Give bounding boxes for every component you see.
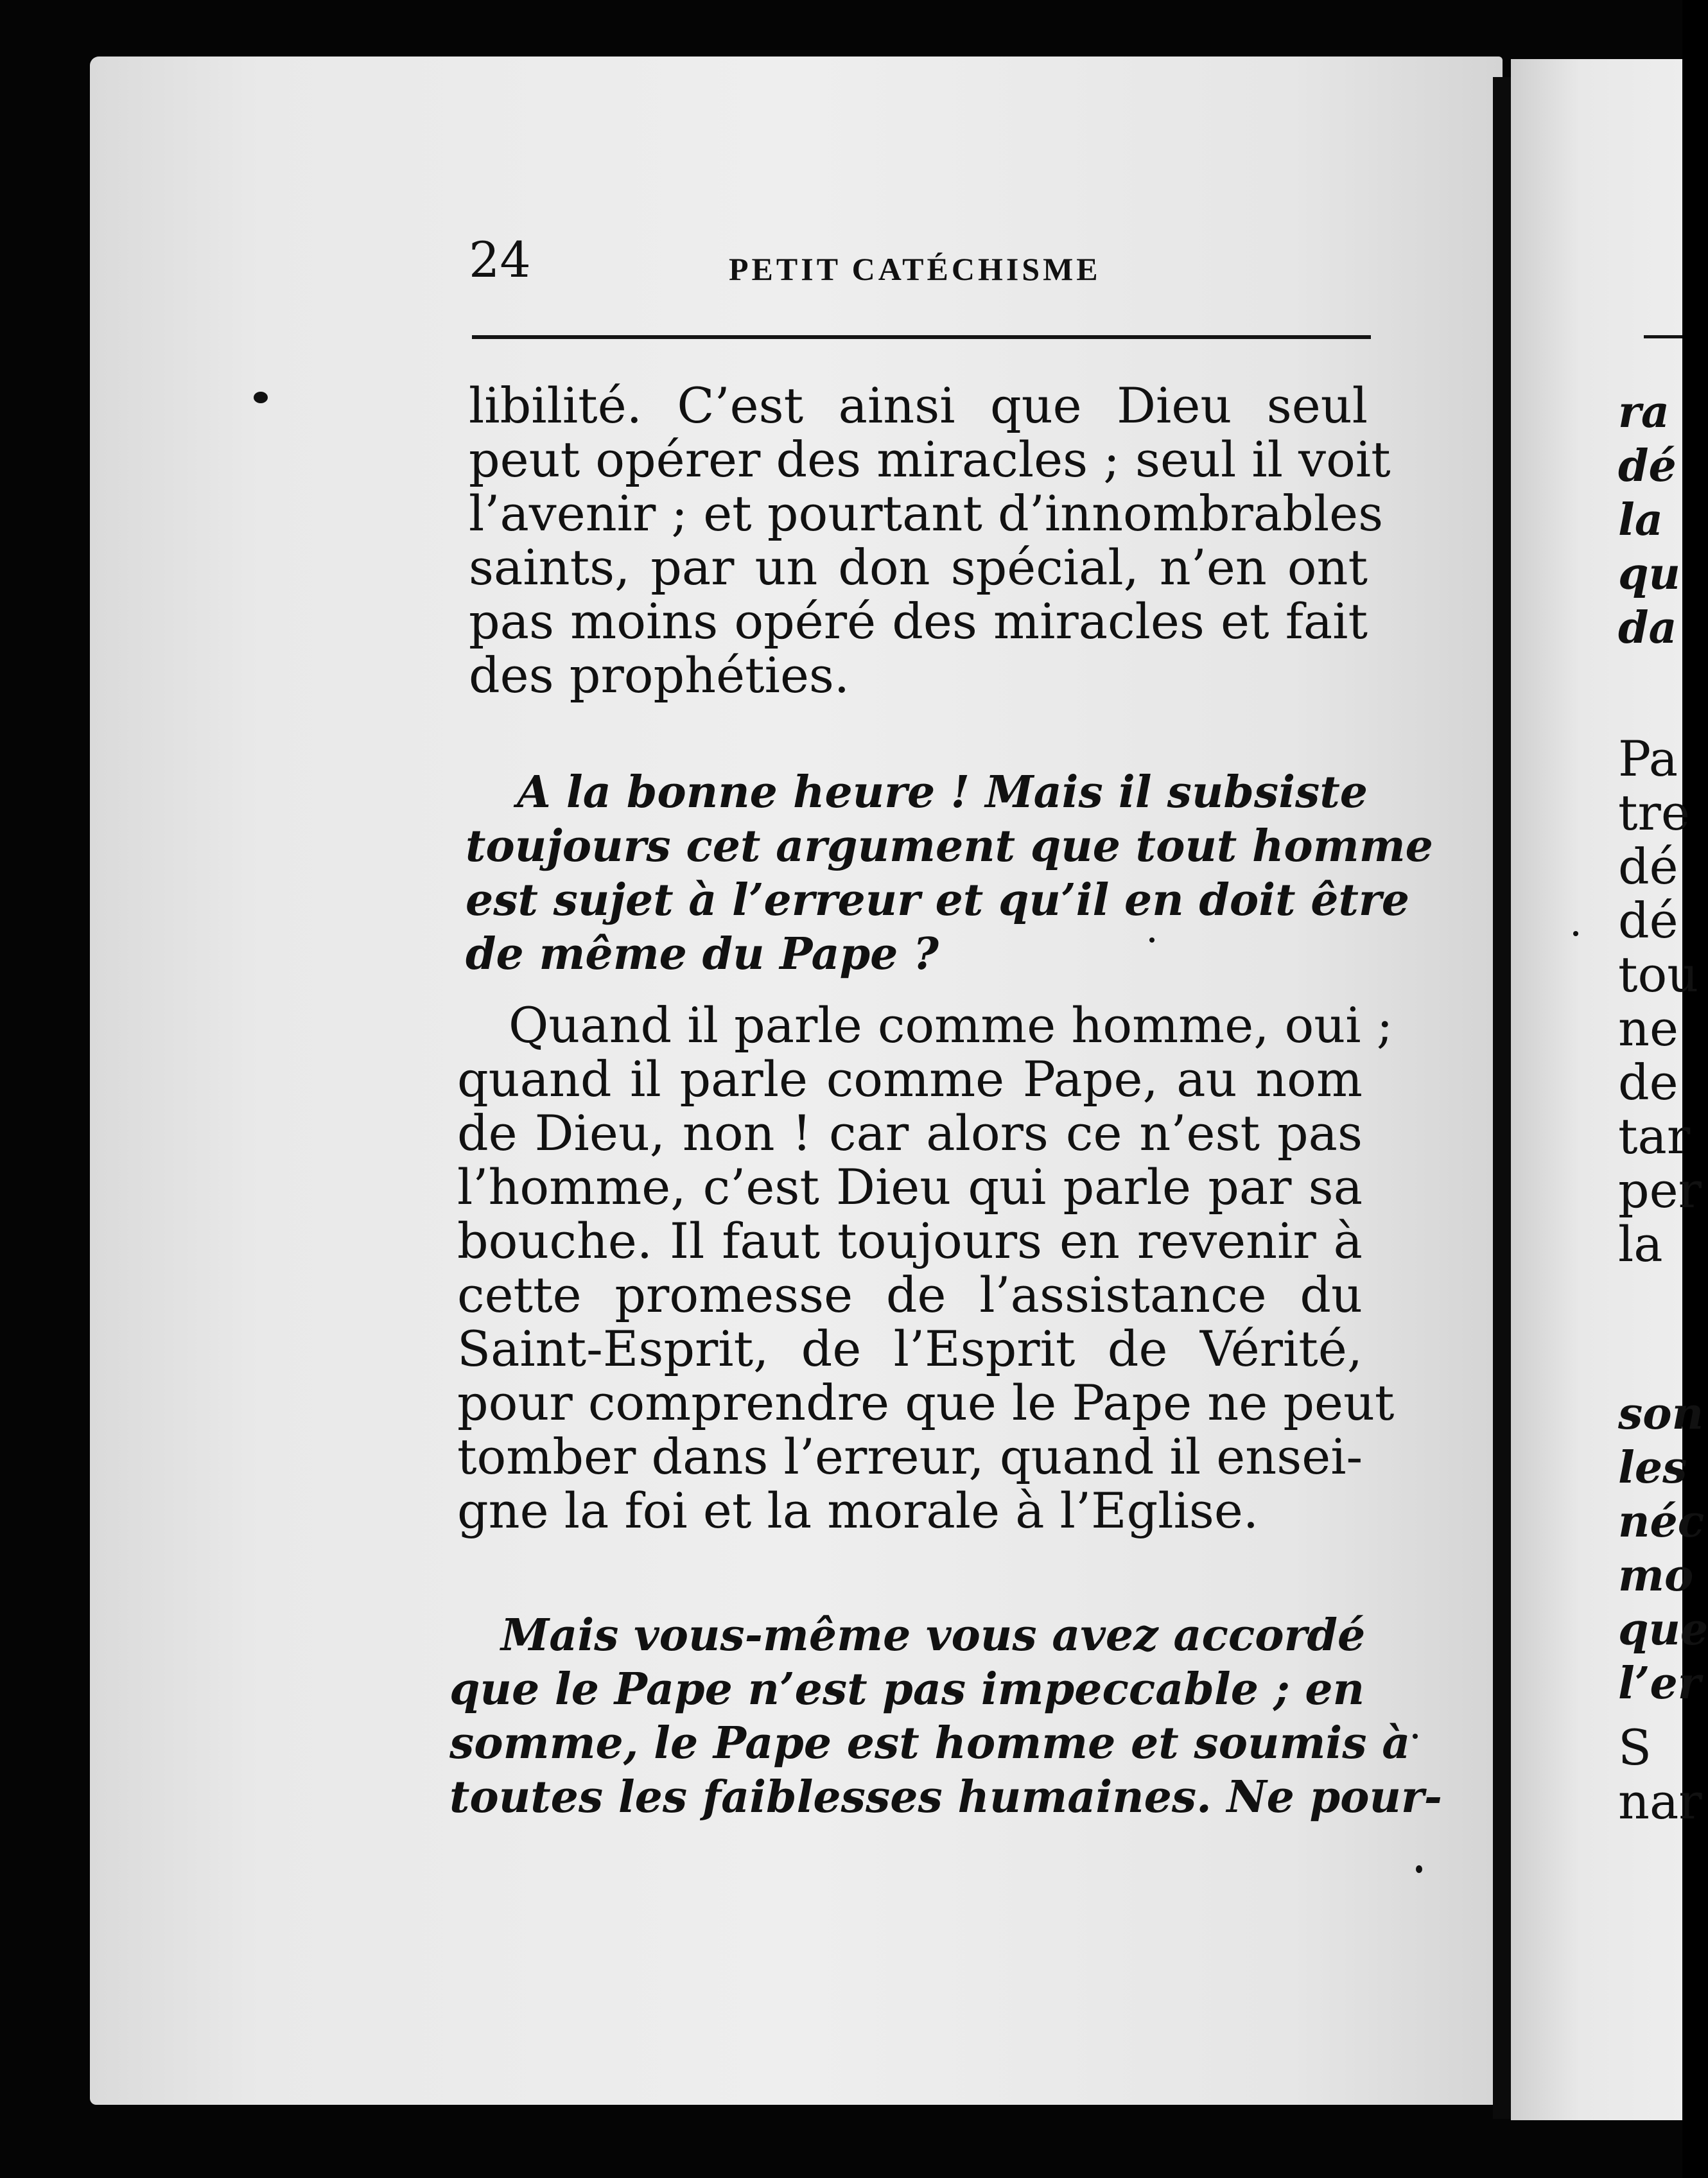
text-line: tomber dans l’erreur, quand il ensei-: [457, 1428, 1363, 1485]
fragment: dé: [1618, 440, 1677, 492]
text-line: toutes les faiblesses humaines. Ne pour-: [449, 1772, 1443, 1823]
text-line: quand il parle comme Pape, au nom: [457, 1050, 1363, 1108]
text-line: pas moins opéré des miracles et fait: [469, 593, 1368, 650]
text-line: saints, par un don spécial, n’en ont: [469, 539, 1368, 596]
running-title: PETIT CATÉCHISME: [729, 251, 1101, 287]
page-number: 24: [469, 231, 531, 288]
book-gutter: [1493, 77, 1511, 2119]
fragment: nar: [1618, 1773, 1702, 1830]
text-line: l’avenir ; et pourtant d’innombrables: [469, 485, 1384, 542]
text-line: de Dieu, non ! car alors ce n’est pas: [457, 1104, 1363, 1162]
fragment: l’er: [1618, 1658, 1701, 1709]
fragment: da: [1618, 602, 1677, 654]
fragment: tar: [1618, 1108, 1691, 1165]
text-line: gne la foi et la morale à l’Eglise.: [457, 1482, 1259, 1539]
fragment: néc: [1618, 1496, 1705, 1547]
fragment: les: [1618, 1442, 1687, 1494]
text-line: l’homme, c’est Dieu qui parle par sa: [457, 1158, 1363, 1215]
text-line: Mais vous-même vous avez accordé: [501, 1610, 1366, 1661]
text-line: somme, le Pape est homme et soumis à: [449, 1718, 1411, 1769]
scan-speck: [1149, 937, 1155, 943]
fragment: ne: [1618, 1000, 1678, 1057]
answer-paragraph: [457, 997, 1395, 1539]
paragraph-continuation: [469, 377, 1391, 704]
header-rule: [472, 335, 1371, 339]
text-line: peut opérer des miracles ; seul il voit: [469, 431, 1391, 488]
text-line: des prophéties.: [469, 647, 850, 704]
scan-speck: [1416, 1865, 1422, 1873]
question-paragraph: [466, 765, 1433, 981]
fragment: tou: [1618, 946, 1699, 1003]
text-line: Saint-Esprit, de l’Esprit de Vérité,: [457, 1320, 1363, 1377]
question-paragraph: [449, 1608, 1443, 1824]
text-line: cette promesse de l’assistance du: [457, 1266, 1363, 1323]
fragment: que: [1618, 1604, 1708, 1655]
text-line: Quand il parle comme homme, oui ;: [509, 997, 1393, 1054]
fragment: son: [1618, 1388, 1704, 1440]
fragment: qu: [1618, 548, 1680, 600]
fragment: de: [1618, 1054, 1678, 1111]
text-line: A la bonne heure ! Mais il subsiste: [517, 767, 1368, 818]
text-line: que le Pape n’est pas impeccable ; en: [449, 1664, 1365, 1715]
scan-speck: [1573, 931, 1578, 936]
text-line: libilité. C’est ainsi que Dieu seul: [469, 377, 1368, 434]
scan-speck: [1413, 1734, 1418, 1739]
fragment: mo: [1618, 1550, 1694, 1601]
text-line: de même du Pape ?: [466, 928, 939, 980]
fragment: la: [1618, 1215, 1663, 1273]
scan-speck: [254, 392, 268, 403]
fragment: la: [1618, 494, 1663, 546]
right-header-rule: [1644, 335, 1682, 338]
fragment: dé: [1618, 838, 1678, 895]
text-line: est sujet à l’erreur et qu’il en doit être: [466, 875, 1409, 926]
fragment: dé: [1618, 892, 1678, 949]
fragment: tre: [1618, 784, 1690, 841]
text-line: toujours cet argument que tout homme: [466, 821, 1433, 872]
fragment: Pa: [1618, 730, 1678, 787]
text-line: bouche. Il faut toujours en revenir à: [457, 1212, 1363, 1269]
fragment: ra: [1618, 387, 1669, 438]
fragment: per: [1618, 1162, 1702, 1219]
text-line: pour comprendre que le Pape ne peut: [457, 1374, 1395, 1431]
fragment: S: [1618, 1719, 1652, 1776]
